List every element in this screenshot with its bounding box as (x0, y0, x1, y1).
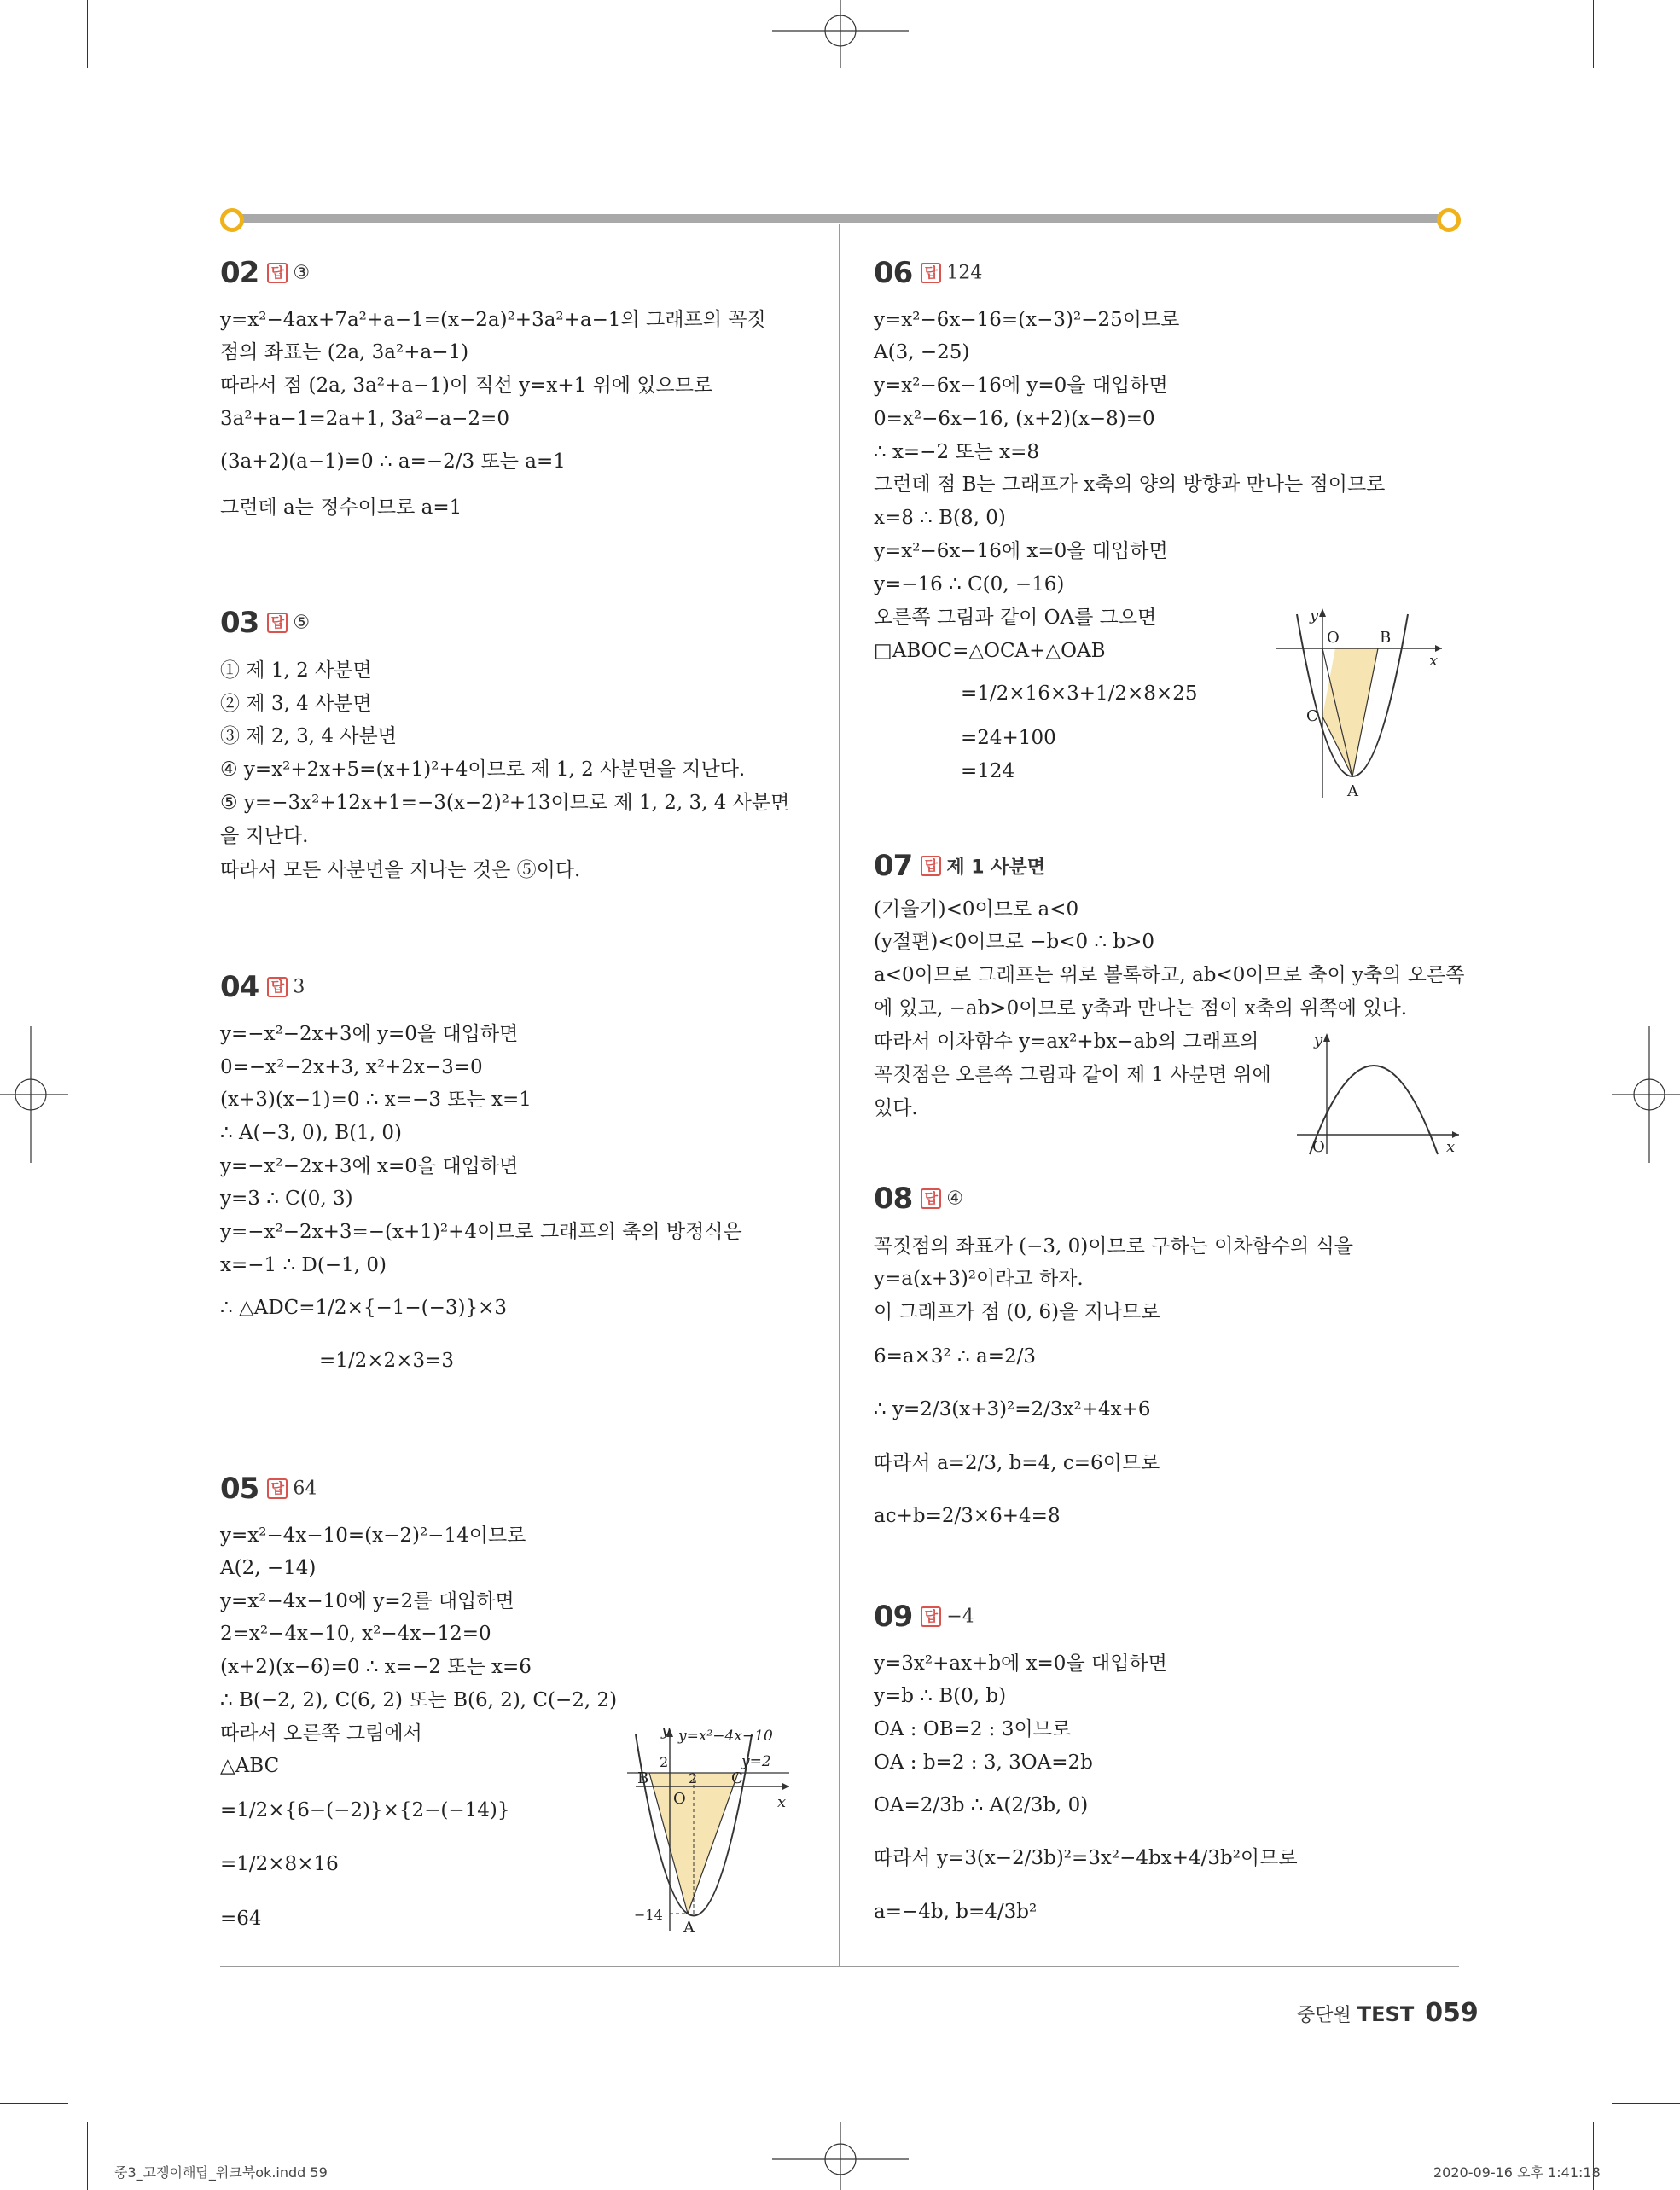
point-label-b: B (1380, 629, 1392, 647)
solution-line: y=x²−4x−10에 y=2를 대입하면 (220, 1590, 514, 1612)
registration-mark-icon (1612, 1026, 1680, 1163)
problem-number: 04 (220, 970, 259, 1004)
registration-mark-icon (772, 0, 909, 68)
parabola-figure (1276, 601, 1455, 802)
solution-line: =24+100 (961, 727, 1056, 749)
solution-line: ④ y=x²+2x+5=(x+1)²+4이므로 제 1, 2 사분면을 지난다. (220, 758, 746, 781)
solution-line: 따라서 모든 사분면을 지나는 것은 ⑤이다. (220, 859, 581, 881)
problem-answer: 124 (946, 262, 983, 284)
solution-line: 0=−x²−2x+3, x²+2x−3=0 (220, 1056, 483, 1078)
section-label: 중단원 (1297, 2005, 1352, 2026)
problem-heading (874, 849, 1045, 883)
problem-answer: 제 1 사분면 (946, 857, 1045, 879)
header-dot-right (1437, 208, 1461, 232)
header-bar (227, 214, 1450, 223)
solution-line: 따라서 y=3(x−2/3b)²=3x²−4bx+4/3b²이므로 (874, 1847, 1298, 1869)
problem-number: 09 (874, 1600, 913, 1634)
origin-label: O (1312, 1138, 1325, 1156)
solution-line: 이 그래프가 점 (0, 6)을 지나므로 (874, 1301, 1160, 1323)
solution-line: ∴ x=−2 또는 x=8 (874, 441, 1040, 463)
solution-line: 6=a×3² ∴ a=2/3 (874, 1345, 1036, 1368)
solution-line: (기울기)<0이므로 a<0 (874, 898, 1079, 921)
solution-line: 있다. (874, 1097, 918, 1119)
solution-line: y=−16 ∴ C(0, −16) (874, 573, 1065, 595)
solution-line: 그런데 점 B는 그래프가 x축의 양의 방향과 만나는 점이므로 (874, 473, 1386, 496)
registration-mark-icon (0, 1026, 68, 1163)
solution-line: ③ 제 2, 3, 4 사분면 (220, 725, 397, 747)
solution-line: 따라서 a=2/3, b=4, c=6이므로 (874, 1452, 1160, 1474)
solution-line: 오른쪽 그림과 같이 OA를 그으면 (874, 607, 1157, 629)
problem-answer: ④ (946, 1188, 964, 1210)
problem-answer: ⑤ (293, 612, 311, 634)
solution-line: ① 제 1, 2 사분면 (220, 659, 372, 682)
length-label: 2 (689, 1770, 698, 1786)
solution-line: OA : b=2 : 3, 3OA=2b (874, 1751, 1093, 1774)
solution-line: (x+3)(x−1)=0 ∴ x=−3 또는 x=1 (220, 1089, 532, 1111)
solution-line: OA=2/3b ∴ A(2/3b, 0) (874, 1794, 1089, 1816)
axis-label-x: x (1429, 652, 1439, 670)
problem-heading (874, 1182, 963, 1216)
crop-mark (0, 2103, 68, 2104)
answer-badge-icon: 답 (921, 1188, 941, 1209)
origin-label: O (673, 1790, 686, 1808)
solution-line: y=3 ∴ C(0, 3) (220, 1188, 353, 1210)
problem-heading (874, 1600, 974, 1634)
axis-label-y: y (1314, 1031, 1323, 1049)
solution-line: y=x²−6x−16에 x=0을 대입하면 (874, 540, 1168, 562)
solution-line: 을 지난다. (220, 825, 309, 847)
point-label-a: A (683, 1919, 695, 1935)
answer-badge-icon: 답 (267, 1478, 288, 1499)
solution-line: 그런데 a는 정수이므로 a=1 (220, 497, 462, 519)
crop-mark (87, 0, 88, 68)
registration-mark-icon (772, 2122, 909, 2190)
solution-line: ∴ △ADC=1/2×{−1−(−3)}×3 (220, 1297, 508, 1319)
answer-badge-icon: 답 (921, 1606, 941, 1627)
solution-line: 따라서 이차함수 y=ax²+bx−ab의 그래프의 (874, 1031, 1259, 1053)
solution-line: 점의 좌표는 (2a, 3a²+a−1) (220, 341, 469, 363)
point-label-c: C (1306, 707, 1318, 725)
problem-heading (220, 970, 305, 1004)
problem-heading (220, 606, 310, 640)
solution-line: a<0이므로 그래프는 위로 볼록하고, ab<0이므로 축이 y축의 오른쪽 (874, 964, 1465, 986)
point-label-c: C (731, 1769, 743, 1787)
problem-heading (874, 256, 982, 290)
solution-line: =1/2×16×3+1/2×8×25 (961, 683, 1198, 705)
problem-answer: 3 (293, 976, 305, 998)
problem-number: 05 (220, 1472, 259, 1506)
answer-badge-icon: 답 (921, 263, 941, 283)
parabola-figure (627, 1722, 815, 1935)
solution-line: ∴ A(−3, 0), B(1, 0) (220, 1122, 403, 1144)
problem-number: 02 (220, 256, 259, 290)
solution-line: y=x²−4ax+7a²+a−1=(x−2a)²+3a²+a−1의 그래프의 꼭짓 (220, 309, 766, 331)
solution-line: ac+b=2/3×6+4=8 (874, 1505, 1061, 1527)
page-number: 059 (1425, 1998, 1479, 2028)
column-divider (839, 224, 840, 1966)
axis-label-x: x (1446, 1138, 1456, 1156)
problem-heading (220, 256, 310, 290)
solution-line: A(3, −25) (874, 341, 970, 363)
crop-mark (1612, 2103, 1680, 2104)
solution-line: ∴ y=2/3(x+3)²=2/3x²+4x+6 (874, 1398, 1151, 1420)
solution-line: =1/2×2×3=3 (319, 1350, 455, 1372)
answer-badge-icon: 답 (921, 856, 941, 876)
solution-line: 0=x²−6x−16, (x+2)(x−8)=0 (874, 408, 1155, 430)
solution-line: 2=x²−4x−10, x²−4x−12=0 (220, 1623, 491, 1645)
solution-line: y=−x²−2x+3에 x=0을 대입하면 (220, 1155, 519, 1177)
solution-line: =1/2×8×16 (220, 1853, 339, 1875)
solution-line: =1/2×{6−(−2)}×{2−(−14)} (220, 1799, 510, 1821)
crop-mark (1593, 0, 1594, 68)
solution-line: y=x²−6x−16에 y=0을 대입하면 (874, 375, 1168, 397)
solution-line: x=8 ∴ B(8, 0) (874, 507, 1006, 529)
problem-answer: 64 (293, 1478, 317, 1500)
vertex-y-label: −14 (634, 1907, 663, 1923)
test-label: TEST (1357, 2002, 1415, 2026)
solution-line: ⑤ y=−3x²+12x+1=−3(x−2)²+13이므로 제 1, 2, 3, 4 사분면 (220, 792, 790, 814)
solution-line: a=−4b, b=4/3b² (874, 1901, 1038, 1923)
curve-label: y=x²−4x−10 (678, 1728, 773, 1745)
solution-line: 에 있고, −ab>0이므로 y축과 만나는 점이 x축의 위쪽에 있다. (874, 997, 1408, 1019)
bottom-rule (220, 1966, 1459, 1967)
problem-answer: −4 (946, 1606, 974, 1628)
problem-number: 03 (220, 606, 259, 640)
solution-line: 꼭짓점은 오른쪽 그림과 같이 제 1 사분면 위에 (874, 1064, 1271, 1086)
solution-line: 따라서 오른쪽 그림에서 (220, 1722, 422, 1745)
point-label-b: B (637, 1769, 649, 1787)
answer-badge-icon: 답 (267, 613, 288, 633)
solution-line: 꼭짓점의 좌표가 (−3, 0)이므로 구하는 이차함수의 식을 (874, 1235, 1354, 1258)
answer-badge-icon: 답 (267, 977, 288, 997)
y-value-label: 2 (660, 1754, 669, 1770)
solution-line: ② 제 3, 4 사분면 (220, 693, 372, 715)
point-label-a: A (1347, 782, 1358, 800)
problem-heading (220, 1472, 317, 1506)
solution-line: =124 (961, 760, 1015, 782)
solution-line: (3a+2)(a−1)=0 ∴ a=−2/3 또는 a=1 (220, 450, 566, 473)
line-label: y=2 (741, 1753, 771, 1770)
file-info: 중3_고쟁이해답_워크북ok.indd 59 (114, 2164, 328, 2181)
timestamp: 2020-09-16 오후 1:41:18 (1433, 2164, 1601, 2181)
origin-label: O (1327, 629, 1340, 647)
solution-line: OA : OB=2 : 3이므로 (874, 1718, 1072, 1740)
solution-line: △ABC (220, 1755, 280, 1777)
solution-line: =64 (220, 1908, 262, 1930)
axis-label-y: y (1310, 607, 1319, 624)
solution-line: y=3x²+ax+b에 x=0을 대입하면 (874, 1653, 1167, 1675)
problem-number: 08 (874, 1182, 913, 1216)
solution-line: (y절편)<0이므로 −b<0 ∴ b>0 (874, 931, 1155, 953)
axis-label-y: y (661, 1722, 671, 1740)
axis-label-x: x (777, 1793, 787, 1811)
problem-number: 06 (874, 256, 913, 290)
solution-line: 따라서 점 (2a, 3a²+a−1)이 직선 y=x+1 위에 있으므로 (220, 375, 713, 397)
parabola-figure (1297, 1028, 1459, 1156)
solution-line: y=x²−6x−16=(x−3)²−25이므로 (874, 309, 1180, 331)
solution-line: y=b ∴ B(0, b) (874, 1685, 1007, 1707)
header-dot-left (220, 208, 244, 232)
solution-line: y=−x²−2x+3에 y=0을 대입하면 (220, 1023, 519, 1045)
solution-line: y=a(x+3)²이라고 하자. (874, 1268, 1084, 1290)
answer-badge-icon: 답 (267, 263, 288, 283)
solution-line: (x+2)(x−6)=0 ∴ x=−2 또는 x=6 (220, 1656, 532, 1678)
solution-line: y=x²−4x−10=(x−2)²−14이므로 (220, 1525, 526, 1547)
solution-line: A(2, −14) (220, 1557, 317, 1579)
crop-mark (87, 2122, 88, 2190)
solution-line: 3a²+a−1=2a+1, 3a²−a−2=0 (220, 408, 509, 430)
solution-line: x=−1 ∴ D(−1, 0) (220, 1254, 387, 1276)
problem-number: 07 (874, 849, 913, 883)
problem-answer: ③ (293, 262, 311, 284)
solution-line: ∴ B(−2, 2), C(6, 2) 또는 B(6, 2), C(−2, 2) (220, 1689, 618, 1711)
solution-line: y=−x²−2x+3=−(x+1)²+4이므로 그래프의 축의 방정식은 (220, 1221, 742, 1243)
solution-line: □ABOC=△OCA+△OAB (874, 640, 1106, 662)
page-footer (1297, 1998, 1479, 2028)
